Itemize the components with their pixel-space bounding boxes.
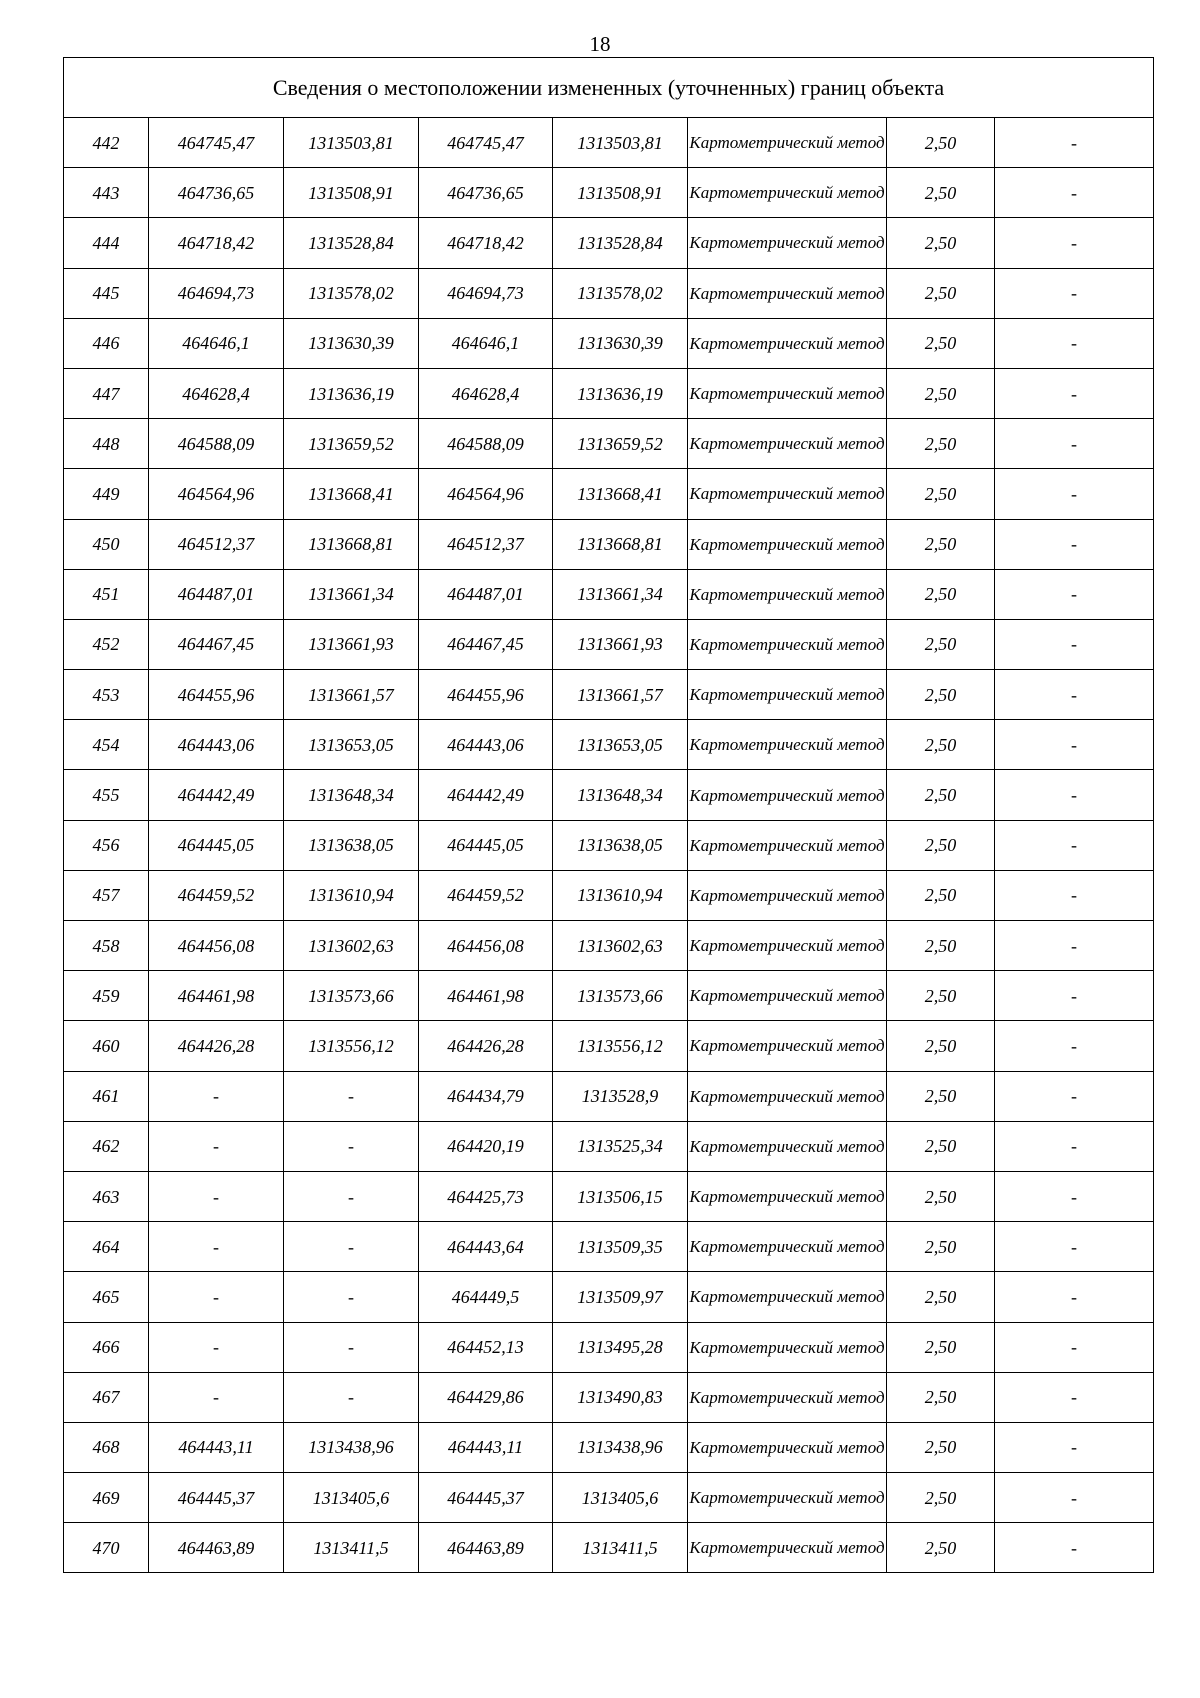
accuracy-cell: 2,50 xyxy=(887,820,995,870)
new-x-cell: 464459,52 xyxy=(419,870,553,920)
method-cell: Картометрический метод xyxy=(688,318,887,368)
accuracy-cell: 2,50 xyxy=(887,1422,995,1472)
old-x-cell: 464487,01 xyxy=(149,569,284,619)
new-x-cell: 464718,42 xyxy=(419,218,553,268)
table-row xyxy=(64,268,1154,318)
old-y-cell: 1313659,52 xyxy=(284,419,419,469)
old-y-cell: 1313648,34 xyxy=(284,770,419,820)
new-x-cell: 464443,06 xyxy=(419,720,553,770)
table-row xyxy=(64,318,1154,368)
table-row xyxy=(64,368,1154,418)
description-cell: - xyxy=(995,1222,1154,1272)
new-x-cell: 464434,79 xyxy=(419,1071,553,1121)
method-cell: Картометрический метод xyxy=(688,469,887,519)
table-row xyxy=(64,1523,1154,1573)
new-y-cell: 1313495,28 xyxy=(553,1322,688,1372)
method-cell: Картометрический метод xyxy=(688,1473,887,1523)
new-x-cell: 464452,13 xyxy=(419,1322,553,1372)
new-y-cell: 1313405,6 xyxy=(553,1473,688,1523)
table-row xyxy=(64,619,1154,669)
method-cell: Картометрический метод xyxy=(688,268,887,318)
old-x-cell: 464445,05 xyxy=(149,820,284,870)
accuracy-cell: 2,50 xyxy=(887,1171,995,1221)
new-x-cell: 464426,28 xyxy=(419,1021,553,1071)
old-x-cell: 464718,42 xyxy=(149,218,284,268)
accuracy-cell: 2,50 xyxy=(887,118,995,168)
old-y-cell: - xyxy=(284,1071,419,1121)
description-cell: - xyxy=(995,770,1154,820)
new-y-cell: 1313508,91 xyxy=(553,168,688,218)
new-y-cell: 1313636,19 xyxy=(553,368,688,418)
method-cell: Картометрический метод xyxy=(688,870,887,920)
new-x-cell: 464455,96 xyxy=(419,670,553,720)
new-y-cell: 1313556,12 xyxy=(553,1021,688,1071)
old-y-cell: 1313411,5 xyxy=(284,1523,419,1573)
old-x-cell: 464426,28 xyxy=(149,1021,284,1071)
old-y-cell: 1313528,84 xyxy=(284,218,419,268)
new-x-cell: 464461,98 xyxy=(419,971,553,1021)
method-cell: Картометрический метод xyxy=(688,1422,887,1472)
accuracy-cell: 2,50 xyxy=(887,268,995,318)
new-y-cell: 1313438,96 xyxy=(553,1422,688,1472)
table-row xyxy=(64,670,1154,720)
new-y-cell: 1313509,35 xyxy=(553,1222,688,1272)
new-x-cell: 464736,65 xyxy=(419,168,553,218)
method-cell: Картометрический метод xyxy=(688,1272,887,1322)
description-cell: - xyxy=(995,218,1154,268)
new-x-cell: 464588,09 xyxy=(419,419,553,469)
description-cell: - xyxy=(995,569,1154,619)
old-y-cell: - xyxy=(284,1171,419,1221)
old-x-cell: 464694,73 xyxy=(149,268,284,318)
accuracy-cell: 2,50 xyxy=(887,1121,995,1171)
new-y-cell: 1313648,34 xyxy=(553,770,688,820)
point-number-cell: 461 xyxy=(64,1071,149,1121)
description-cell: - xyxy=(995,268,1154,318)
old-x-cell: 464745,47 xyxy=(149,118,284,168)
new-y-cell: 1313578,02 xyxy=(553,268,688,318)
old-y-cell: 1313438,96 xyxy=(284,1422,419,1472)
new-y-cell: 1313573,66 xyxy=(553,971,688,1021)
method-cell: Картометрический метод xyxy=(688,368,887,418)
table-title: Сведения о местоположении измененных (уточненных) границ объекта xyxy=(64,58,1154,118)
old-x-cell: - xyxy=(149,1322,284,1372)
new-x-cell: 464646,1 xyxy=(419,318,553,368)
description-cell: - xyxy=(995,1171,1154,1221)
table-row xyxy=(64,1322,1154,1372)
new-x-cell: 464442,49 xyxy=(419,770,553,820)
point-number-cell: 446 xyxy=(64,318,149,368)
point-number-cell: 466 xyxy=(64,1322,149,1372)
old-y-cell: 1313653,05 xyxy=(284,720,419,770)
old-x-cell: - xyxy=(149,1272,284,1322)
old-x-cell: 464628,4 xyxy=(149,368,284,418)
accuracy-cell: 2,50 xyxy=(887,1372,995,1422)
point-number-cell: 470 xyxy=(64,1523,149,1573)
description-cell: - xyxy=(995,1473,1154,1523)
new-x-cell: 464463,89 xyxy=(419,1523,553,1573)
old-x-cell: 464646,1 xyxy=(149,318,284,368)
old-y-cell: 1313556,12 xyxy=(284,1021,419,1071)
point-number-cell: 459 xyxy=(64,971,149,1021)
accuracy-cell: 2,50 xyxy=(887,720,995,770)
old-y-cell: 1313661,93 xyxy=(284,619,419,669)
table-row xyxy=(64,118,1154,168)
method-cell: Картометрический метод xyxy=(688,168,887,218)
old-x-cell: 464467,45 xyxy=(149,619,284,669)
method-cell: Картометрический метод xyxy=(688,1171,887,1221)
coordinates-table-container xyxy=(63,57,1153,1573)
old-x-cell: 464512,37 xyxy=(149,519,284,569)
old-y-cell: 1313602,63 xyxy=(284,921,419,971)
table-row xyxy=(64,419,1154,469)
method-cell: Картометрический метод xyxy=(688,720,887,770)
point-number-cell: 442 xyxy=(64,118,149,168)
old-x-cell: 464461,98 xyxy=(149,971,284,1021)
point-number-cell: 447 xyxy=(64,368,149,418)
method-cell: Картометрический метод xyxy=(688,1121,887,1171)
new-x-cell: 464512,37 xyxy=(419,519,553,569)
method-cell: Картометрический метод xyxy=(688,1322,887,1372)
method-cell: Картометрический метод xyxy=(688,118,887,168)
description-cell: - xyxy=(995,368,1154,418)
table-row xyxy=(64,519,1154,569)
description-cell: - xyxy=(995,519,1154,569)
new-x-cell: 464445,37 xyxy=(419,1473,553,1523)
description-cell: - xyxy=(995,971,1154,1021)
old-x-cell: 464736,65 xyxy=(149,168,284,218)
old-y-cell: - xyxy=(284,1121,419,1171)
old-x-cell: - xyxy=(149,1372,284,1422)
method-cell: Картометрический метод xyxy=(688,419,887,469)
point-number-cell: 443 xyxy=(64,168,149,218)
method-cell: Картометрический метод xyxy=(688,1222,887,1272)
accuracy-cell: 2,50 xyxy=(887,1322,995,1372)
coordinates-table xyxy=(63,57,1154,1573)
description-cell: - xyxy=(995,1021,1154,1071)
method-cell: Картометрический метод xyxy=(688,971,887,1021)
table-row xyxy=(64,1473,1154,1523)
table-row xyxy=(64,1071,1154,1121)
point-number-cell: 452 xyxy=(64,619,149,669)
old-y-cell: 1313508,91 xyxy=(284,168,419,218)
method-cell: Картометрический метод xyxy=(688,519,887,569)
old-x-cell: - xyxy=(149,1222,284,1272)
old-y-cell: 1313661,34 xyxy=(284,569,419,619)
new-y-cell: 1313661,57 xyxy=(553,670,688,720)
old-y-cell: - xyxy=(284,1322,419,1372)
old-x-cell: 464456,08 xyxy=(149,921,284,971)
old-x-cell: 464442,49 xyxy=(149,770,284,820)
point-number-cell: 462 xyxy=(64,1121,149,1171)
old-y-cell: - xyxy=(284,1372,419,1422)
description-cell: - xyxy=(995,1422,1154,1472)
new-y-cell: 1313668,41 xyxy=(553,469,688,519)
old-y-cell: 1313630,39 xyxy=(284,318,419,368)
point-number-cell: 451 xyxy=(64,569,149,619)
method-cell: Картометрический метод xyxy=(688,619,887,669)
accuracy-cell: 2,50 xyxy=(887,619,995,669)
description-cell: - xyxy=(995,1372,1154,1422)
new-x-cell: 464467,45 xyxy=(419,619,553,669)
method-cell: Картометрический метод xyxy=(688,1372,887,1422)
method-cell: Картометрический метод xyxy=(688,1071,887,1121)
table-title-row xyxy=(64,58,1154,118)
new-y-cell: 1313668,81 xyxy=(553,519,688,569)
old-x-cell: 464588,09 xyxy=(149,419,284,469)
method-cell: Картометрический метод xyxy=(688,569,887,619)
table-row xyxy=(64,820,1154,870)
point-number-cell: 464 xyxy=(64,1222,149,1272)
new-y-cell: 1313653,05 xyxy=(553,720,688,770)
accuracy-cell: 2,50 xyxy=(887,1523,995,1573)
accuracy-cell: 2,50 xyxy=(887,218,995,268)
old-y-cell: 1313578,02 xyxy=(284,268,419,318)
point-number-cell: 453 xyxy=(64,670,149,720)
old-y-cell: 1313668,81 xyxy=(284,519,419,569)
old-y-cell: 1313661,57 xyxy=(284,670,419,720)
new-y-cell: 1313610,94 xyxy=(553,870,688,920)
new-x-cell: 464487,01 xyxy=(419,569,553,619)
table-row xyxy=(64,921,1154,971)
new-y-cell: 1313503,81 xyxy=(553,118,688,168)
accuracy-cell: 2,50 xyxy=(887,971,995,1021)
new-y-cell: 1313509,97 xyxy=(553,1272,688,1322)
new-y-cell: 1313528,9 xyxy=(553,1071,688,1121)
new-y-cell: 1313659,52 xyxy=(553,419,688,469)
point-number-cell: 455 xyxy=(64,770,149,820)
old-y-cell: 1313503,81 xyxy=(284,118,419,168)
point-number-cell: 454 xyxy=(64,720,149,770)
old-y-cell: - xyxy=(284,1222,419,1272)
description-cell: - xyxy=(995,1523,1154,1573)
page-number: 18 xyxy=(589,32,611,56)
new-y-cell: 1313630,39 xyxy=(553,318,688,368)
old-x-cell: - xyxy=(149,1171,284,1221)
accuracy-cell: 2,50 xyxy=(887,1272,995,1322)
description-cell: - xyxy=(995,619,1154,669)
old-y-cell: 1313668,41 xyxy=(284,469,419,519)
new-x-cell: 464456,08 xyxy=(419,921,553,971)
description-cell: - xyxy=(995,419,1154,469)
table-row xyxy=(64,770,1154,820)
new-y-cell: 1313528,84 xyxy=(553,218,688,268)
accuracy-cell: 2,50 xyxy=(887,519,995,569)
description-cell: - xyxy=(995,921,1154,971)
accuracy-cell: 2,50 xyxy=(887,1222,995,1272)
new-x-cell: 464429,86 xyxy=(419,1372,553,1422)
point-number-cell: 448 xyxy=(64,419,149,469)
point-number-cell: 467 xyxy=(64,1372,149,1422)
accuracy-cell: 2,50 xyxy=(887,569,995,619)
point-number-cell: 458 xyxy=(64,921,149,971)
old-y-cell: 1313636,19 xyxy=(284,368,419,418)
new-x-cell: 464420,19 xyxy=(419,1121,553,1171)
description-cell: - xyxy=(995,318,1154,368)
old-x-cell: 464564,96 xyxy=(149,469,284,519)
description-cell: - xyxy=(995,1121,1154,1171)
table-row xyxy=(64,1171,1154,1221)
old-y-cell: 1313610,94 xyxy=(284,870,419,920)
accuracy-cell: 2,50 xyxy=(887,318,995,368)
old-y-cell: 1313405,6 xyxy=(284,1473,419,1523)
point-number-cell: 450 xyxy=(64,519,149,569)
accuracy-cell: 2,50 xyxy=(887,1071,995,1121)
table-row xyxy=(64,1422,1154,1472)
old-x-cell: 464455,96 xyxy=(149,670,284,720)
accuracy-cell: 2,50 xyxy=(887,1473,995,1523)
new-y-cell: 1313506,15 xyxy=(553,1171,688,1221)
new-y-cell: 1313638,05 xyxy=(553,820,688,870)
new-x-cell: 464745,47 xyxy=(419,118,553,168)
new-y-cell: 1313661,93 xyxy=(553,619,688,669)
new-y-cell: 1313661,34 xyxy=(553,569,688,619)
new-x-cell: 464694,73 xyxy=(419,268,553,318)
point-number-cell: 465 xyxy=(64,1272,149,1322)
accuracy-cell: 2,50 xyxy=(887,419,995,469)
old-x-cell: 464443,06 xyxy=(149,720,284,770)
description-cell: - xyxy=(995,1322,1154,1372)
point-number-cell: 445 xyxy=(64,268,149,318)
table-row xyxy=(64,1272,1154,1322)
accuracy-cell: 2,50 xyxy=(887,921,995,971)
method-cell: Картометрический метод xyxy=(688,1523,887,1573)
accuracy-cell: 2,50 xyxy=(887,1021,995,1071)
point-number-cell: 469 xyxy=(64,1473,149,1523)
new-y-cell: 1313411,5 xyxy=(553,1523,688,1573)
description-cell: - xyxy=(995,870,1154,920)
new-x-cell: 464445,05 xyxy=(419,820,553,870)
old-x-cell: 464445,37 xyxy=(149,1473,284,1523)
table-row xyxy=(64,1372,1154,1422)
accuracy-cell: 2,50 xyxy=(887,469,995,519)
accuracy-cell: 2,50 xyxy=(887,168,995,218)
description-cell: - xyxy=(995,469,1154,519)
point-number-cell: 444 xyxy=(64,218,149,268)
old-x-cell: 464443,11 xyxy=(149,1422,284,1472)
description-cell: - xyxy=(995,168,1154,218)
description-cell: - xyxy=(995,720,1154,770)
table-row xyxy=(64,971,1154,1021)
description-cell: - xyxy=(995,670,1154,720)
point-number-cell: 460 xyxy=(64,1021,149,1071)
accuracy-cell: 2,50 xyxy=(887,670,995,720)
description-cell: - xyxy=(995,118,1154,168)
old-x-cell: - xyxy=(149,1071,284,1121)
method-cell: Картометрический метод xyxy=(688,218,887,268)
table-row xyxy=(64,720,1154,770)
description-cell: - xyxy=(995,820,1154,870)
description-cell: - xyxy=(995,1272,1154,1322)
new-y-cell: 1313525,34 xyxy=(553,1121,688,1171)
new-x-cell: 464443,64 xyxy=(419,1222,553,1272)
new-x-cell: 464564,96 xyxy=(419,469,553,519)
method-cell: Картометрический метод xyxy=(688,921,887,971)
new-y-cell: 1313602,63 xyxy=(553,921,688,971)
method-cell: Картометрический метод xyxy=(688,770,887,820)
new-x-cell: 464443,11 xyxy=(419,1422,553,1472)
new-y-cell: 1313490,83 xyxy=(553,1372,688,1422)
method-cell: Картометрический метод xyxy=(688,1021,887,1071)
point-number-cell: 456 xyxy=(64,820,149,870)
table-row xyxy=(64,1222,1154,1272)
method-cell: Картометрический метод xyxy=(688,670,887,720)
table-row xyxy=(64,870,1154,920)
old-y-cell: 1313638,05 xyxy=(284,820,419,870)
old-y-cell: - xyxy=(284,1272,419,1322)
new-x-cell: 464425,73 xyxy=(419,1171,553,1221)
method-cell: Картометрический метод xyxy=(688,820,887,870)
new-x-cell: 464628,4 xyxy=(419,368,553,418)
point-number-cell: 449 xyxy=(64,469,149,519)
old-y-cell: 1313573,66 xyxy=(284,971,419,1021)
old-x-cell: 464463,89 xyxy=(149,1523,284,1573)
accuracy-cell: 2,50 xyxy=(887,770,995,820)
table-row xyxy=(64,1121,1154,1171)
accuracy-cell: 2,50 xyxy=(887,368,995,418)
table-row xyxy=(64,569,1154,619)
point-number-cell: 468 xyxy=(64,1422,149,1472)
point-number-cell: 463 xyxy=(64,1171,149,1221)
table-row xyxy=(64,469,1154,519)
old-x-cell: 464459,52 xyxy=(149,870,284,920)
point-number-cell: 457 xyxy=(64,870,149,920)
table-row xyxy=(64,1021,1154,1071)
accuracy-cell: 2,50 xyxy=(887,870,995,920)
table-row xyxy=(64,168,1154,218)
new-x-cell: 464449,5 xyxy=(419,1272,553,1322)
table-row xyxy=(64,218,1154,268)
old-x-cell: - xyxy=(149,1121,284,1171)
description-cell: - xyxy=(995,1071,1154,1121)
